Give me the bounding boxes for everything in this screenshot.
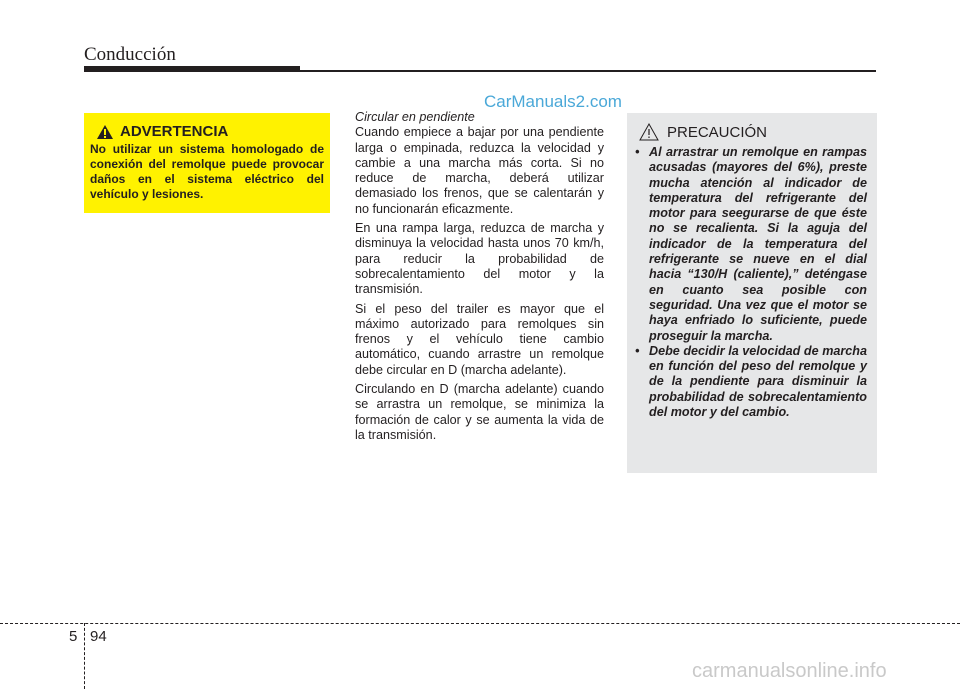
header-rule-thick bbox=[84, 66, 300, 72]
caution-item: • Al arrastrar un remolque en rampas acusadas (mayores del 6%), preste mucha atención al indicador de temperatura del refrigerante del motor para seegurarse de que éste no se recalienta. Si la aguja del indicador de la temperatura del refrigerante se nueve en el dial hacia “130/H (caliente),” deténgase en cuanto sea posible con seguridad. Una vez que el motor se haya enfriado lo suficiente, puede proseguir la marcha. bbox=[635, 145, 867, 344]
warning-text: No utilizar un sistema homologado de conexión del remolque puede provocar daños en el sistema eléctrico del vehículo y lesiones. bbox=[90, 142, 324, 201]
page-number: 94 bbox=[90, 628, 107, 645]
warning-box bbox=[84, 113, 330, 213]
watermark-bottom: carmanualsonline.info bbox=[692, 660, 887, 682]
footer-rule bbox=[0, 623, 960, 624]
caution-item: • Debe decidir la velocidad de marcha en función del peso del remolque y de la pendiente para disminuir la probabilidad de sobrecalentamiento del motor y del cambio. bbox=[635, 344, 867, 420]
paragraph: Cuando empiece a bajar por una pendiente larga o empinada, reduzca la velocidad y cambie a una marcha más corta. Si no reduce de marcha, deberá utilizar demasiado los frenos, que se calentarán y no funcionarán eficazmente. bbox=[355, 125, 604, 216]
paragraph: Si el peso del trailer es mayor que el máximo autorizado para remolques sin frenos y el vehículo tiene cambio automático, cuando arrastre un remolque debe circular en D (marcha adelante). bbox=[355, 301, 604, 377]
chapter-number: 5 bbox=[69, 628, 78, 645]
subheading: Circular en pendiente bbox=[355, 110, 475, 124]
paragraph: Circulando en D (marcha adelante) cuando se arrastra un remolque, se minimiza la formación de calor y se aumenta la vida de la transmisión. bbox=[355, 382, 604, 442]
caution-title: PRECAUCIÓN bbox=[667, 123, 768, 141]
paragraph: En una rampa larga, reduzca de marcha y disminuya la velocidad hasta unos 70 km/h, para reducir la probabilidad de sobrecalentamiento del motor y la transmisión. bbox=[355, 221, 604, 297]
caution-list bbox=[635, 145, 867, 420]
warning-title: ADVERTENCIA bbox=[120, 123, 229, 140]
watermark-link[interactable]: CarManuals2.com bbox=[484, 92, 622, 111]
caution-header bbox=[639, 123, 867, 141]
section-title: Conducción bbox=[84, 44, 176, 65]
footer-divider bbox=[84, 623, 85, 689]
warning-header bbox=[96, 123, 324, 140]
warning-triangle-icon bbox=[96, 124, 114, 140]
main-text-column bbox=[355, 110, 604, 447]
header-rule-thin bbox=[300, 70, 876, 72]
caution-box bbox=[627, 113, 877, 473]
caution-triangle-icon bbox=[639, 123, 659, 141]
